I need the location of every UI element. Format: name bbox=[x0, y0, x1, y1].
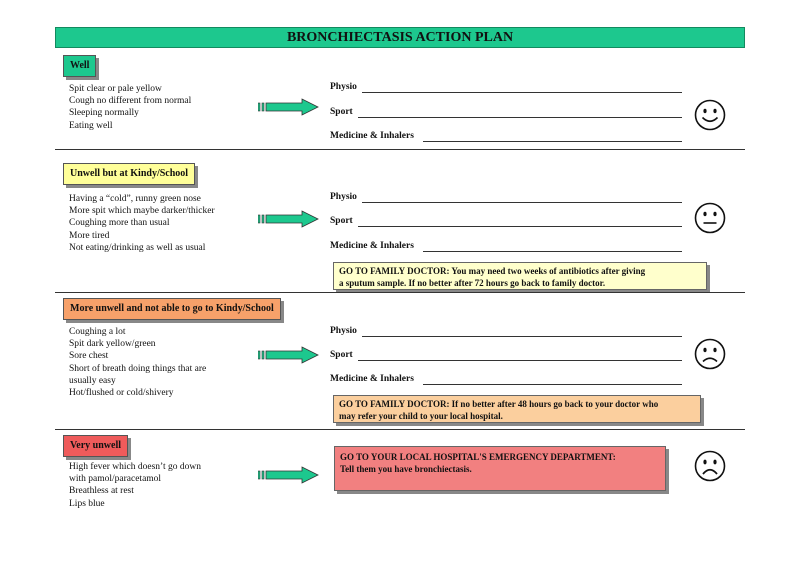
page-title: BRONCHIECTASIS ACTION PLAN bbox=[55, 27, 745, 48]
medicine-field: Medicine & Inhalers bbox=[330, 131, 414, 141]
section-divider bbox=[55, 429, 745, 430]
symptom-item: High fever which doesn’t go down bbox=[69, 462, 202, 472]
sad-face-icon bbox=[694, 338, 726, 370]
zone-label-very-unwell: Very unwell bbox=[63, 435, 128, 457]
arrow-right-icon bbox=[258, 466, 320, 484]
arrow-right-icon bbox=[258, 210, 320, 228]
symptom-item: Cough no different from normal bbox=[69, 96, 192, 107]
symptom-list bbox=[69, 326, 206, 399]
symptom-item: Lips blue bbox=[69, 498, 105, 509]
symptom-list bbox=[69, 83, 191, 132]
symptom-item: Sore chest bbox=[69, 351, 109, 362]
sport-field: Sport bbox=[330, 107, 353, 117]
symptom-item: usually easy bbox=[69, 375, 116, 386]
sport-field: Sport bbox=[330, 216, 353, 226]
medicine-field: Medicine & Inhalers bbox=[330, 241, 414, 251]
symptom-list bbox=[69, 193, 215, 254]
symptom-item: More tired bbox=[69, 230, 110, 241]
symptom-item: Breathless at rest bbox=[69, 486, 134, 497]
section-divider bbox=[55, 292, 745, 293]
symptom-item: with pamol/paracetamol bbox=[69, 474, 162, 485]
symptom-item: Hot/flushed or cold/shivery bbox=[69, 388, 174, 399]
physio-field: Physio bbox=[330, 192, 357, 202]
zone-label-more-unwell: More unwell and not able to go to Kindy/School bbox=[63, 298, 281, 320]
symptom-item: Sleeping normally bbox=[69, 108, 139, 119]
symptom-list bbox=[69, 461, 201, 510]
neutral-face-icon bbox=[694, 202, 726, 234]
symptom-item: Not eating/drinking as well as usual bbox=[69, 242, 206, 253]
medicine-field: Medicine & Inhalers bbox=[330, 374, 414, 384]
zone-label-unwell: Unwell but at Kindy/School bbox=[63, 163, 195, 185]
symptom-item: Having a “cold”, runny green nose bbox=[69, 194, 201, 204]
arrow-right-icon bbox=[258, 98, 320, 116]
doctor-note: GO TO FAMILY DOCTOR: If no better after 48 hours go back to your doctor who may refer your child to your local hospital. bbox=[333, 395, 701, 423]
symptom-item: Spit clear or pale yellow bbox=[69, 84, 162, 94]
sport-field: Sport bbox=[330, 350, 353, 360]
smiling-face-icon bbox=[694, 99, 726, 131]
physio-field: Physio bbox=[330, 82, 357, 92]
symptom-item: Coughing a lot bbox=[69, 327, 126, 337]
very-sad-face-icon bbox=[694, 450, 726, 482]
zone-label-well: Well bbox=[63, 55, 96, 77]
physio-field: Physio bbox=[330, 326, 357, 336]
symptom-item: Eating well bbox=[69, 120, 113, 131]
symptom-item: Short of breath doing things that are bbox=[69, 363, 207, 374]
emergency-note: GO TO YOUR LOCAL HOSPITAL'S EMERGENCY DEPARTMENT: Tell them you have bronchiectasis. bbox=[334, 446, 666, 491]
doctor-note: GO TO FAMILY DOCTOR: You may need two weeks of antibiotics after giving a sputum sample. If no better after 72 hours go back to family doctor. bbox=[333, 262, 707, 290]
symptom-item: Coughing more than usual bbox=[69, 218, 170, 229]
symptom-item: More spit which maybe darker/thicker bbox=[69, 206, 215, 217]
arrow-right-icon bbox=[258, 346, 320, 364]
section-divider bbox=[55, 149, 745, 150]
symptom-item: Spit dark yellow/green bbox=[69, 339, 156, 350]
